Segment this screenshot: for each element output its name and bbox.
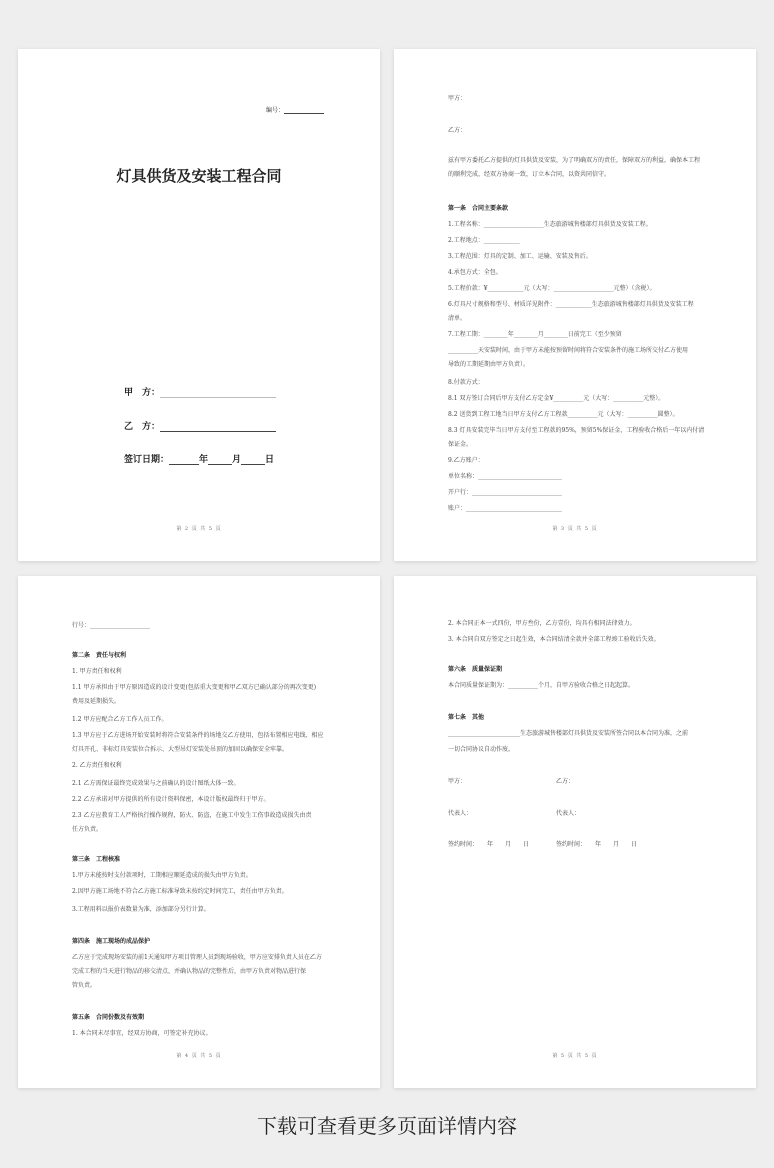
signature-party-a: 甲方： bbox=[448, 778, 467, 785]
sign-date-b: 签约时间： 年 月 日 bbox=[556, 841, 638, 848]
text-line: 1.3 甲方应于乙方进场开始安装时将符合安装条件的场地交乙方使用，包括布置相应电线、相应 bbox=[72, 732, 324, 739]
sign-date-label: 签订日期： bbox=[124, 455, 170, 465]
text-line: 3.工程范围：灯具的定制、加工、运输、安装及售后。 bbox=[448, 253, 592, 260]
contract-title: 灯具供货及安装工程合同 bbox=[116, 167, 282, 185]
text-line: 乙方应于完成现场安装的前1天通知甲方项目管理人员到现场验收，甲方应安排负责人员在乙方 bbox=[72, 954, 322, 961]
text-line: 保证金。 bbox=[448, 441, 473, 448]
day-label: 日 bbox=[265, 455, 275, 465]
page-3 bbox=[394, 49, 756, 561]
text-line: 1. 甲方责任和权利 bbox=[72, 668, 122, 675]
text-line: 2.1 乙方需保证最终完成效果与之前确认的设计图纸大体一致。 bbox=[72, 780, 240, 787]
download-caption: 下载可查看更多页面详情内容 bbox=[257, 1114, 517, 1138]
page-5 bbox=[394, 576, 756, 1088]
text-line: 8.3 灯具安装完毕当日甲方支付至工程款的95%，预留5%保证金，工程验收合格后一年以内付清 bbox=[448, 427, 705, 434]
text-line: 清单。 bbox=[448, 315, 467, 322]
text-line: 甲方： bbox=[448, 95, 467, 102]
text-line: 一切合同协议自动作废。 bbox=[448, 746, 515, 753]
text-line: 8.付款方式： bbox=[448, 379, 484, 386]
text-line: 8.2 送货到工程工地当日甲方支付乙方工程款__________元（大写：__________圆整）。 bbox=[448, 411, 679, 418]
text-line: 兹有甲方委托乙方提供的灯具供货及安装，为了明确双方的责任，保障双方的利益，确保本工程 bbox=[448, 157, 701, 164]
text-line: 行号：____________________ bbox=[72, 622, 151, 629]
clause-heading: 第二条 责任与权利 bbox=[72, 652, 127, 659]
text-line: 账户：________________________________ bbox=[448, 505, 563, 512]
party-a-label: 甲 方： bbox=[124, 388, 161, 398]
contract-number bbox=[266, 105, 324, 114]
text-line: 导致的工期延期由甲方负责）。 bbox=[448, 361, 530, 368]
text-line: 1.甲方未能按时支付款项时，工期相应顺延造成的损失由甲方负责。 bbox=[72, 872, 252, 879]
text-line: 1. 本合同未尽事宜，经双方协商，可签定补充协议。 bbox=[72, 1030, 212, 1037]
text-line: 2.因甲方施工场地不符合乙方施工标准导致未按约定时间完工，责任由甲方负责。 bbox=[72, 888, 288, 895]
text-line: 9.乙方账户： bbox=[448, 457, 484, 464]
text-line: 2. 本合同正本一式四份，甲方叁份，乙方壹份，均具有相同法律效力。 bbox=[448, 620, 636, 627]
text-line: 费用及延期损失。 bbox=[72, 698, 121, 705]
text-line: 5.工程价款：¥____________元（大写：____________________元整）（含税）。 bbox=[448, 285, 656, 292]
text-line: 4.承包方式：全包。 bbox=[448, 269, 502, 276]
party-b-blank bbox=[160, 423, 276, 432]
representative-a: 代表人： bbox=[448, 810, 473, 817]
text-line: 2.2 乙方承诺对甲方提供的所有设计资料保密，本设计版权最终归于甲方。 bbox=[72, 796, 270, 803]
party-a-blank bbox=[160, 389, 276, 398]
contract-number-label: 编号： bbox=[266, 107, 285, 114]
clause-heading: 第七条 其他 bbox=[448, 714, 485, 721]
clause-heading: 第五条 合同份数及有效期 bbox=[72, 1014, 145, 1021]
year-label: 年 bbox=[199, 455, 209, 465]
party-a-row bbox=[124, 385, 276, 398]
contract-number-blank bbox=[284, 105, 324, 114]
page-footer: 第 5 页 共 5 页 bbox=[552, 1053, 598, 1059]
text-line: 7.工程工期：________年________月________日前完工（至少预留 bbox=[448, 331, 622, 338]
text-line: 6.灯具尺寸规格和型号、材质详见附件：____________生态旅游城售楼部灯具供货及安装工程 bbox=[448, 301, 694, 308]
page-2-cover bbox=[18, 49, 380, 561]
month-blank bbox=[208, 456, 232, 465]
month-label: 月 bbox=[232, 455, 242, 465]
clause-heading: 第六条 质量保证期 bbox=[448, 666, 503, 673]
text-line: 2. 乙方责任和权利 bbox=[72, 762, 122, 769]
text-line: 任方负责。 bbox=[72, 826, 103, 833]
text-line: 管负责。 bbox=[72, 982, 97, 989]
text-line: 1.工程名称：____________________生态旅游城售楼部灯具供货及安装工程。 bbox=[448, 221, 652, 228]
clause-heading: 第三条 工程核准 bbox=[72, 856, 121, 863]
clause-heading: 第四条 施工现场的成品保护 bbox=[72, 938, 151, 945]
text-line: 3.工程用料以报价表数量为准，添加部分另行计算。 bbox=[72, 906, 210, 913]
page-4 bbox=[18, 576, 380, 1088]
text-line: 8.1 双方签订合同后甲方支付乙方定金¥__________元（大写：__________元整）。 bbox=[448, 395, 665, 402]
representative-b: 代表人： bbox=[556, 810, 581, 817]
sign-date-row bbox=[124, 452, 274, 465]
party-b-row bbox=[124, 419, 276, 432]
text-line: ________________________生态旅游城售楼部灯具供货及安装所签合同以本合同为准，之前 bbox=[448, 730, 689, 737]
text-line: 灯具开孔、非标灯具安装位合拆示、大型吊灯安装处吊顶的加固以确保安全牢靠。 bbox=[72, 746, 289, 753]
day-blank bbox=[241, 456, 265, 465]
sign-date-a: 签约时间： 年 月 日 bbox=[448, 841, 530, 848]
page-footer: 第 4 页 共 5 页 bbox=[176, 1053, 222, 1059]
page-footer: 第 2 页 共 5 页 bbox=[176, 526, 222, 532]
text-line: 2.3 乙方应教育工人严格执行操作规程，防火、防盗，在施工中发生工伤事故造成损失由责 bbox=[72, 812, 312, 819]
signature-party-b: 乙方： bbox=[556, 778, 575, 785]
text-line: 本合同质量保证期为：__________个月，自甲方验收合格之日起起算。 bbox=[448, 682, 635, 689]
text-line: 完成工程的当天进行物品的移交清点，并确认物品的完整性后，由甲方负责对物品进行保 bbox=[72, 968, 307, 975]
text-line: 单位名称：____________________________ bbox=[448, 473, 563, 480]
text-line: 的顺利完成，经双方协商一致，订立本合同，以资共同信守。 bbox=[448, 171, 611, 178]
year-blank bbox=[169, 456, 199, 465]
text-line: 1.1 甲方承担由于甲方原因造成的设计变更(包括重大变更和甲乙双方已确认部分的再次变更) bbox=[72, 684, 317, 691]
text-line: __________天安装时间，由于甲方未能按预留时间将符合安装条件的施工场所交付乙方使用 bbox=[448, 347, 689, 354]
clause-heading: 第一条 合同主要条款 bbox=[448, 205, 509, 212]
text-line: 乙方： bbox=[448, 127, 467, 134]
page-footer: 第 3 页 共 5 页 bbox=[552, 526, 598, 532]
text-line: 2.工程地点：____________ bbox=[448, 237, 520, 244]
text-line: 开户行：______________________________ bbox=[448, 489, 563, 496]
party-b-label: 乙 方： bbox=[124, 422, 161, 432]
text-line: 3. 本合同自双方签定之日起生效，本合同结清全款并全部工程竣工验收后失效。 bbox=[448, 636, 660, 643]
text-line: 1.2 甲方应配合乙方工作人员工作。 bbox=[72, 716, 168, 723]
